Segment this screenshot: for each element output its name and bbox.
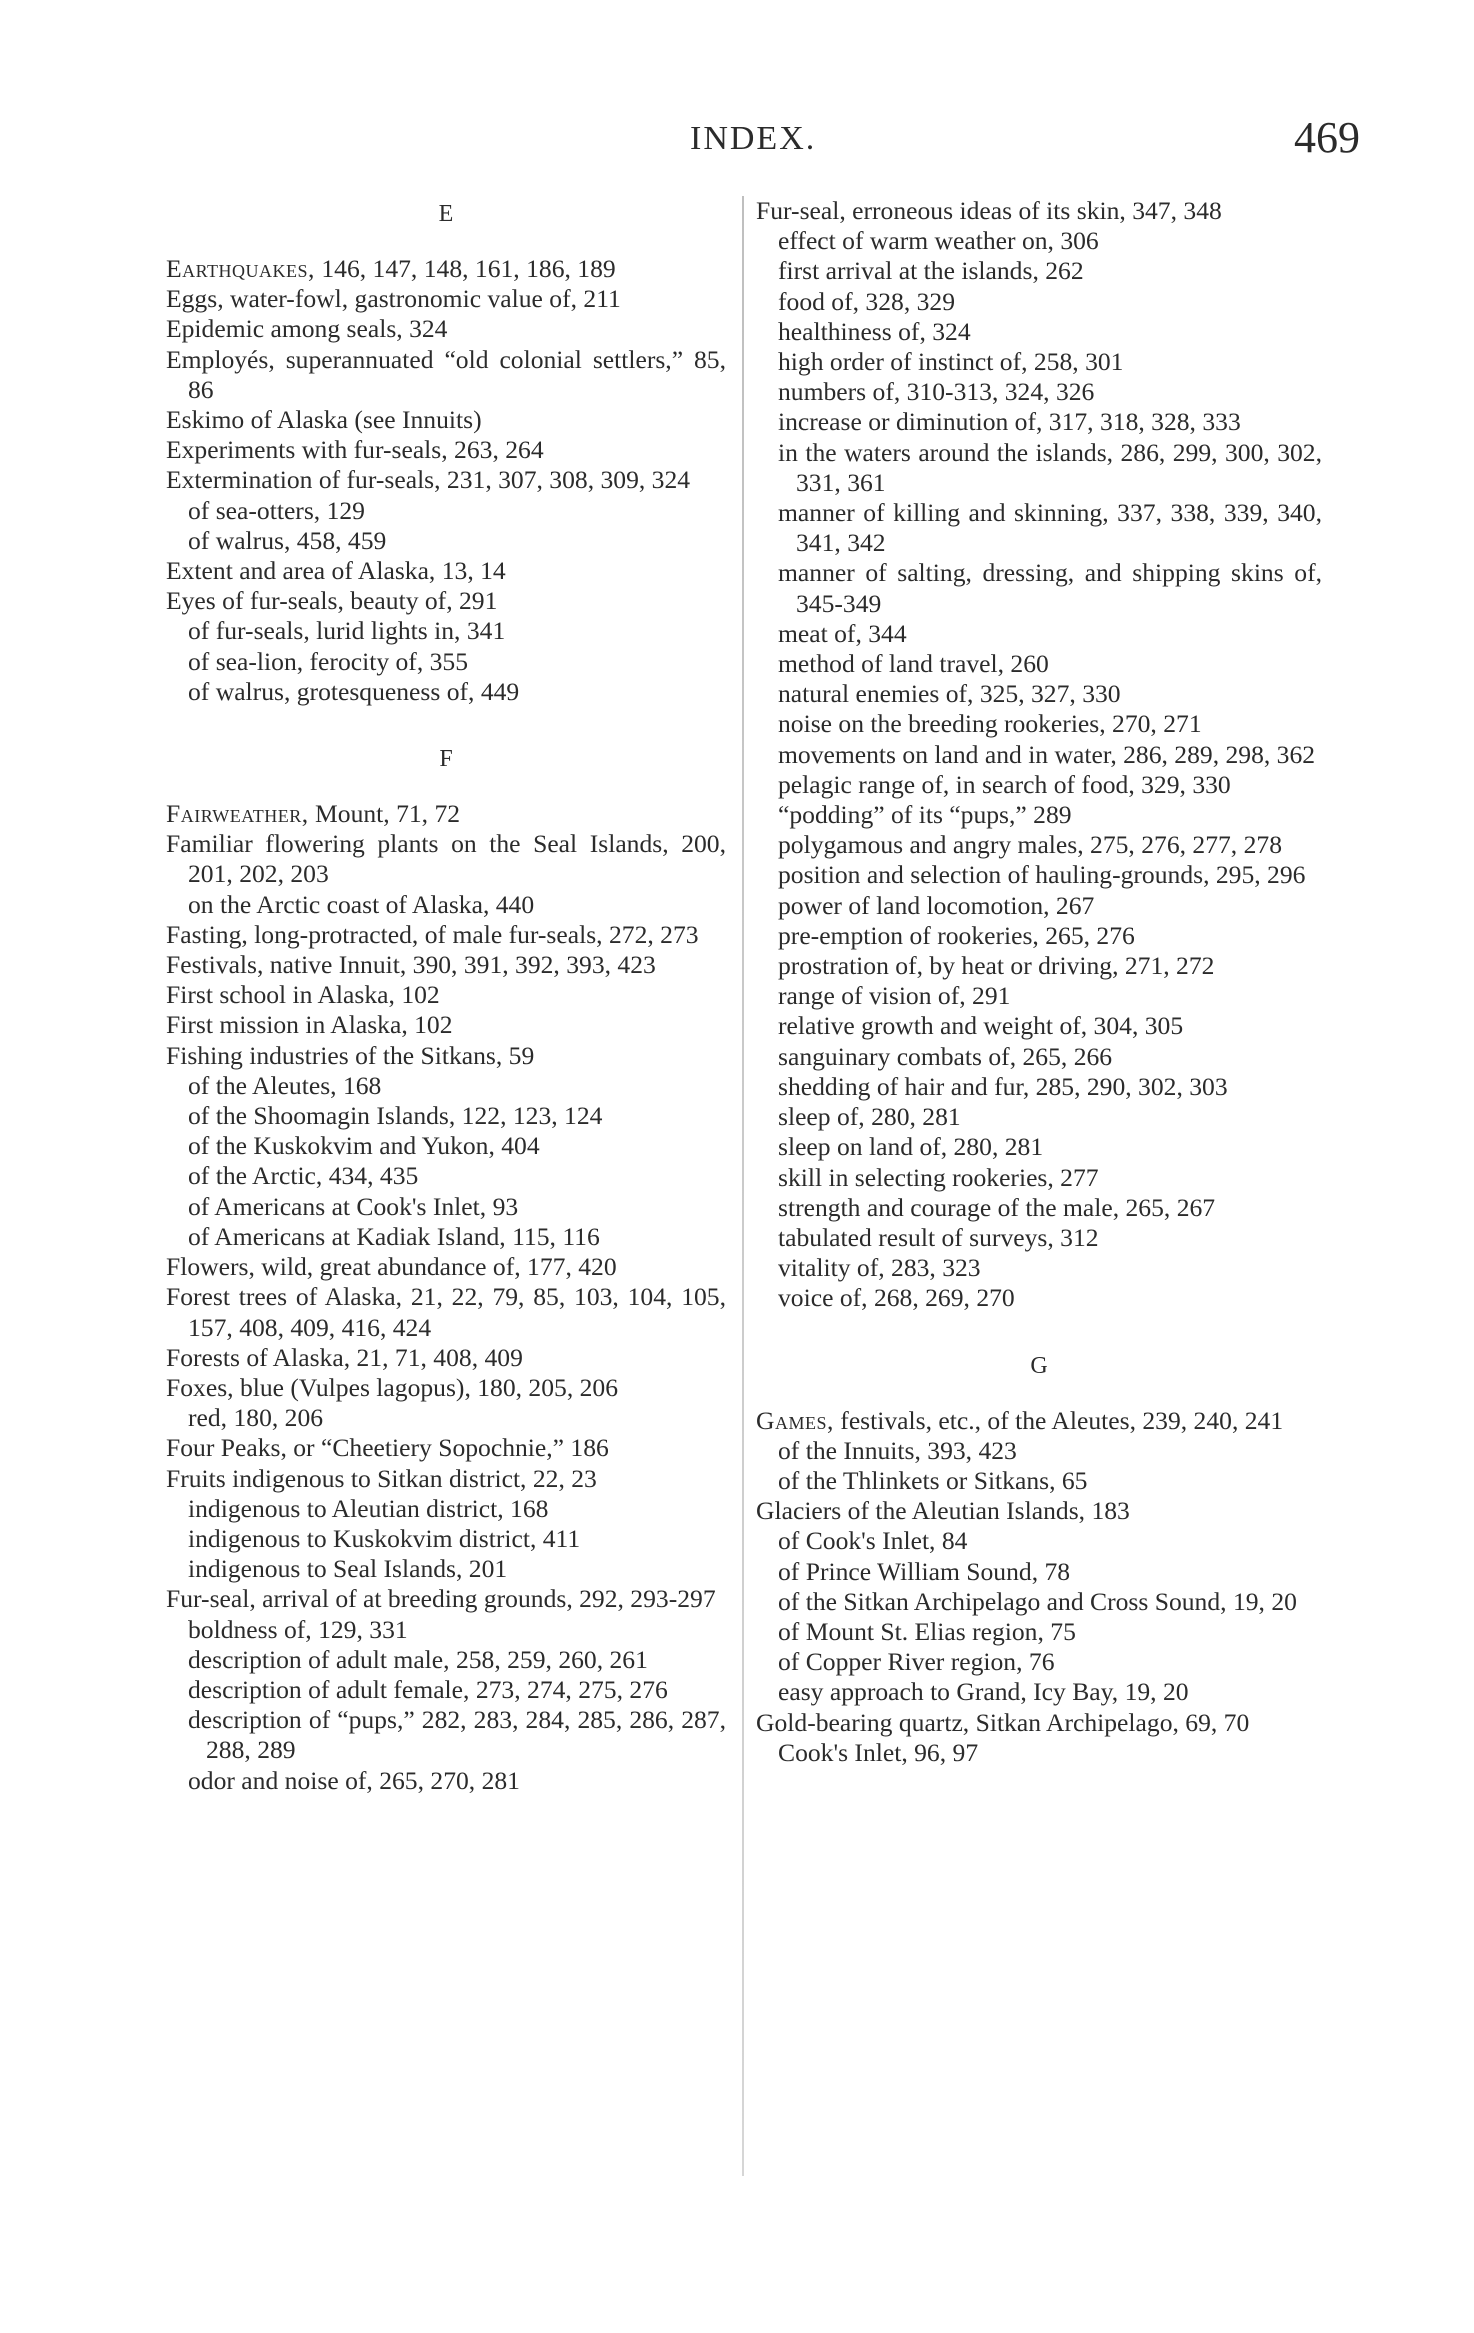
index-entry xyxy=(166,1584,726,1614)
entry-text: red, 180, 206 xyxy=(188,1403,324,1433)
index-subentry xyxy=(756,407,1322,437)
entry-text: of the Kuskokvim and Yukon, 404 xyxy=(188,1131,540,1161)
entry-text: skill in selecting rookeries, 277 xyxy=(778,1162,1099,1192)
entry-text: First school in Alaska, 102 xyxy=(166,980,440,1010)
entry-text: Forest trees of Alaska, 21, 22, 79, 85, 103, 104, 105, 157, 408, 409, 416, 424 xyxy=(166,1282,726,1342)
entry-text: easy approach to Grand, Icy Bay, 19, 20 xyxy=(778,1677,1189,1707)
entry-text: Fur-seal, arrival of at breeding grounds, 292, 293-297 xyxy=(166,1584,716,1614)
index-subentry xyxy=(756,438,1322,498)
index-subentry xyxy=(166,1675,726,1705)
entry-text: of Mount St. Elias region, 75 xyxy=(778,1616,1076,1646)
index-subentry xyxy=(166,1766,726,1796)
index-subentry xyxy=(756,1132,1322,1162)
entry-head-word: Earthquakes, xyxy=(166,254,315,283)
column-divider xyxy=(742,196,744,2176)
entry-text: of fur-seals, lurid lights in, 341 xyxy=(188,616,506,646)
entry-text: First mission in Alaska, 102 xyxy=(166,1010,453,1040)
entry-text: Eyes of fur-seals, beauty of, 291 xyxy=(166,586,498,616)
index-entry xyxy=(166,1252,726,1282)
section-letter: E xyxy=(438,201,454,227)
entry-text: of walrus, grotesqueness of, 449 xyxy=(188,676,520,706)
entry-head-word: Fairweather, xyxy=(166,799,309,829)
index-entry xyxy=(166,314,726,344)
entry-text: odor and noise of, 265, 270, 281 xyxy=(188,1765,520,1795)
index-subentry xyxy=(756,1283,1322,1313)
index-subentry xyxy=(166,677,726,707)
index-subentry xyxy=(756,1102,1322,1132)
page-header xyxy=(0,112,1474,172)
index-entry xyxy=(166,1010,726,1040)
index-entry xyxy=(166,556,726,586)
entry-text: indigenous to Aleutian district, 168 xyxy=(188,1493,549,1523)
entry-text: relative growth and weight of, 304, 305 xyxy=(778,1011,1184,1041)
index-subentry xyxy=(756,1193,1322,1223)
entry-text: indigenous to Kuskokvim district, 411 xyxy=(188,1523,581,1553)
index-entry xyxy=(166,1282,726,1342)
entry-text: Festivals, native Innuit, 390, 391, 392, 393, 423 xyxy=(166,950,656,980)
index-subentry xyxy=(756,891,1322,921)
index-subentry xyxy=(756,800,1322,830)
index-subentry xyxy=(756,1042,1322,1072)
entry-text: Flowers, wild, great abundance of, 177, 420 xyxy=(166,1252,617,1282)
entry-text: of the Thlinkets or Sitkans, 65 xyxy=(778,1465,1088,1495)
index-subentry xyxy=(166,1645,726,1675)
entry-text: Eskimo of Alaska (see Innuits) xyxy=(166,405,482,435)
entry-text: Cook's Inlet, 96, 97 xyxy=(778,1737,979,1767)
index-subentry xyxy=(756,1466,1322,1496)
index-subentry xyxy=(756,1738,1322,1768)
index-subentry xyxy=(756,1436,1322,1466)
index-subentry xyxy=(166,1524,726,1554)
entry-text: first arrival at the islands, 262 xyxy=(778,256,1084,286)
index-subentry xyxy=(166,1494,726,1524)
index-subentry xyxy=(166,1101,726,1131)
index-subentry xyxy=(756,1163,1322,1193)
index-subentry xyxy=(756,287,1322,317)
entry-text: sleep on land of, 280, 281 xyxy=(778,1132,1044,1162)
entry-text: healthiness of, 324 xyxy=(778,316,971,346)
entry-text: natural enemies of, 325, 327, 330 xyxy=(778,679,1121,709)
index-subentry xyxy=(166,647,726,677)
entry-text: Employés, superannuated “old colonial settlers,” 85, 86 xyxy=(166,344,726,404)
entry-text: Fur-seal, erroneous ideas of its skin, 347, 348 xyxy=(756,196,1222,225)
entry-text: increase or diminution of, 317, 318, 328, 333 xyxy=(778,407,1241,437)
index-subentry xyxy=(756,951,1322,981)
index-subentry xyxy=(756,679,1322,709)
section-letter: G xyxy=(1030,1352,1048,1379)
index-entry xyxy=(166,405,726,435)
entry-text: in the waters around the islands, 286, 299, 300, 302, 331, 361 xyxy=(778,437,1322,497)
entry-text: high order of instinct of, 258, 301 xyxy=(778,347,1124,377)
index-subentry xyxy=(756,619,1322,649)
index-subentry xyxy=(756,1647,1322,1677)
index-subentry xyxy=(756,377,1322,407)
entry-text: boldness of, 129, 331 xyxy=(188,1614,408,1644)
entry-text: Four Peaks, or “Cheetiery Sopochnie,” 186 xyxy=(166,1433,609,1463)
index-entry xyxy=(166,586,726,616)
index-subentry xyxy=(166,1554,726,1584)
entry-text: of Copper River region, 76 xyxy=(778,1647,1055,1677)
entry-text: food of, 328, 329 xyxy=(778,286,956,316)
index-entry xyxy=(166,284,726,314)
entry-text: prostration of, by heat or driving, 271, 272 xyxy=(778,951,1215,981)
entry-text: effect of warm weather on, 306 xyxy=(778,226,1099,256)
index-subentry xyxy=(756,347,1322,377)
index-entry xyxy=(756,1496,1322,1526)
index-subentry xyxy=(756,1253,1322,1283)
index-subentry xyxy=(166,890,726,920)
index-entry xyxy=(166,920,726,950)
index-subentry xyxy=(756,226,1322,256)
index-subentry xyxy=(756,1617,1322,1647)
index-entry xyxy=(166,829,726,889)
entry-text: on the Arctic coast of Alaska, 440 xyxy=(188,889,535,919)
index-entry xyxy=(756,1708,1322,1738)
entry-text: Extent and area of Alaska, 13, 14 xyxy=(166,556,506,586)
index-subentry xyxy=(756,498,1322,558)
entry-text: Eggs, water-fowl, gastronomic value of, 211 xyxy=(166,284,621,314)
index-subentry xyxy=(756,317,1322,347)
entry-text: position and selection of hauling-grounds, 295, 296 xyxy=(778,860,1306,890)
index-subentry xyxy=(166,526,726,556)
entry-text: of Americans at Cook's Inlet, 93 xyxy=(188,1191,519,1221)
index-subentry xyxy=(756,1557,1322,1587)
entry-head-word: Games, xyxy=(756,1405,834,1435)
entry-text: indigenous to Seal Islands, 201 xyxy=(188,1554,508,1584)
entry-text: of the Shoomagin Islands, 122, 123, 124 xyxy=(188,1101,603,1131)
entry-text: manner of salting, dressing, and shipping skins of, 345-349 xyxy=(778,558,1322,618)
index-entry xyxy=(166,1373,726,1403)
page-number: 469 xyxy=(1294,113,1360,162)
index-subentry xyxy=(756,1223,1322,1253)
entry-text: of sea-lion, ferocity of, 355 xyxy=(188,646,469,676)
entry-text: Forests of Alaska, 21, 71, 408, 409 xyxy=(166,1342,523,1372)
section-letter: F xyxy=(439,746,453,773)
index-subentry xyxy=(756,921,1322,951)
index-subentry xyxy=(166,1403,726,1433)
index-entry xyxy=(166,1464,726,1494)
index-subentry xyxy=(756,1011,1322,1041)
index-subentry xyxy=(166,1615,726,1645)
entry-text: of sea-otters, 129 xyxy=(188,495,365,525)
entry-text: sanguinary combats of, 265, 266 xyxy=(778,1041,1113,1071)
entry-text: of the Innuits, 393, 423 xyxy=(778,1435,1017,1465)
index-column-right xyxy=(756,196,1322,1768)
entry-text: of Cook's Inlet, 84 xyxy=(778,1526,968,1556)
index-subentry xyxy=(166,496,726,526)
entry-text: Extermination of fur-seals, 231, 307, 308, 309, 324 xyxy=(166,465,691,495)
entry-text: Fasting, long-protracted, of male fur-seals, 272, 273 xyxy=(166,919,699,949)
index-entry xyxy=(166,950,726,980)
entry-text: Epidemic among seals, 324 xyxy=(166,314,448,344)
running-title: INDEX. xyxy=(690,120,817,157)
entry-text: Foxes, blue (Vulpes lagopus), 180, 205, 206 xyxy=(166,1372,619,1402)
index-subentry xyxy=(756,770,1322,800)
entry-text: Fishing industries of the Sitkans, 59 xyxy=(166,1040,535,1070)
entry-text: shedding of hair and fur, 285, 290, 302, 303 xyxy=(778,1071,1228,1101)
index-subentry xyxy=(756,1677,1322,1707)
index-subentry xyxy=(166,1071,726,1101)
index-subentry xyxy=(756,649,1322,679)
index-entry xyxy=(166,1041,726,1071)
index-subentry xyxy=(756,740,1322,770)
index-subentry xyxy=(756,860,1322,890)
entry-text: of walrus, 458, 459 xyxy=(188,525,387,555)
index-subentry xyxy=(756,709,1322,739)
entry-text: 146, 147, 148, 161, 186, 189 xyxy=(314,254,616,283)
entry-text: description of adult female, 273, 274, 275, 276 xyxy=(188,1674,668,1704)
entry-text: method of land travel, 260 xyxy=(778,649,1049,679)
index-entry xyxy=(166,1343,726,1373)
entry-text: range of vision of, 291 xyxy=(778,981,1011,1011)
index-entry xyxy=(166,799,726,829)
entry-text: meat of, 344 xyxy=(778,618,907,648)
entry-text: festivals, etc., of the Aleutes, 239, 240, 241 xyxy=(833,1405,1284,1435)
entry-text: Mount, 71, 72 xyxy=(308,799,461,829)
entry-text: Familiar flowering plants on the Seal Islands, 200, 201, 202, 203 xyxy=(166,829,726,889)
entry-text: “podding” of its “pups,” 289 xyxy=(778,800,1072,830)
entry-text: noise on the breeding rookeries, 270, 271 xyxy=(778,709,1202,739)
index-entry xyxy=(756,1406,1322,1436)
entry-text: of the Aleutes, 168 xyxy=(188,1070,382,1100)
index-subentry xyxy=(756,1587,1322,1617)
entry-text: strength and courage of the male, 265, 267 xyxy=(778,1192,1216,1222)
entry-text: of Americans at Kadiak Island, 115, 116 xyxy=(188,1221,600,1251)
index-subentry xyxy=(166,1705,726,1765)
entry-text: of the Arctic, 434, 435 xyxy=(188,1161,419,1191)
index-subentry xyxy=(166,1131,726,1161)
entry-text: tabulated result of surveys, 312 xyxy=(778,1222,1099,1252)
entry-text: Fruits indigenous to Sitkan district, 22, 23 xyxy=(166,1463,597,1493)
index-entry xyxy=(756,196,1322,226)
index-subentry xyxy=(166,1192,726,1222)
entry-text: power of land locomotion, 267 xyxy=(778,890,1095,920)
entry-text: of the Sitkan Archipelago and Cross Sound, 19, 20 xyxy=(778,1586,1297,1616)
index-entry xyxy=(166,1433,726,1463)
entry-text: vitality of, 283, 323 xyxy=(778,1253,981,1283)
entry-text: pelagic range of, in search of food, 329, 330 xyxy=(778,769,1231,799)
index-subentry xyxy=(166,616,726,646)
entry-text: of Prince William Sound, 78 xyxy=(778,1556,1071,1586)
entry-text: description of adult male, 258, 259, 260, 261 xyxy=(188,1644,648,1674)
index-entry xyxy=(166,435,726,465)
index-entry xyxy=(166,980,726,1010)
index-column-left xyxy=(166,196,726,1796)
index-entry xyxy=(166,465,726,495)
entry-text: sleep of, 280, 281 xyxy=(778,1102,961,1132)
index-subentry xyxy=(166,1161,726,1191)
index-subentry xyxy=(166,1222,726,1252)
entry-text: Glaciers of the Aleutian Islands, 183 xyxy=(756,1496,1130,1526)
entry-text: voice of, 268, 269, 270 xyxy=(778,1283,1015,1313)
entry-text: numbers of, 310-313, 324, 326 xyxy=(778,377,1095,407)
entry-text: Gold-bearing quartz, Sitkan Archipelago, 69, 70 xyxy=(756,1707,1250,1737)
entry-text: polygamous and angry males, 275, 276, 277, 278 xyxy=(778,830,1282,860)
entry-text: pre-emption of rookeries, 265, 276 xyxy=(778,920,1135,950)
entry-text: manner of killing and skinning, 337, 338, 339, 340, 341, 342 xyxy=(778,498,1322,558)
index-subentry xyxy=(756,1526,1322,1556)
index-subentry xyxy=(756,256,1322,286)
index-subentry xyxy=(756,1072,1322,1102)
index-subentry xyxy=(756,830,1322,860)
index-subentry xyxy=(756,981,1322,1011)
entry-text: description of “pups,” 282, 283, 284, 285, 286, 287, 288, 289 xyxy=(188,1705,726,1765)
entry-text: movements on land and in water, 286, 289, 298, 362 xyxy=(778,739,1316,769)
index-entry xyxy=(166,254,726,284)
index-subentry xyxy=(756,558,1322,618)
entry-text: Experiments with fur-seals, 263, 264 xyxy=(166,435,544,465)
index-entry xyxy=(166,345,726,405)
